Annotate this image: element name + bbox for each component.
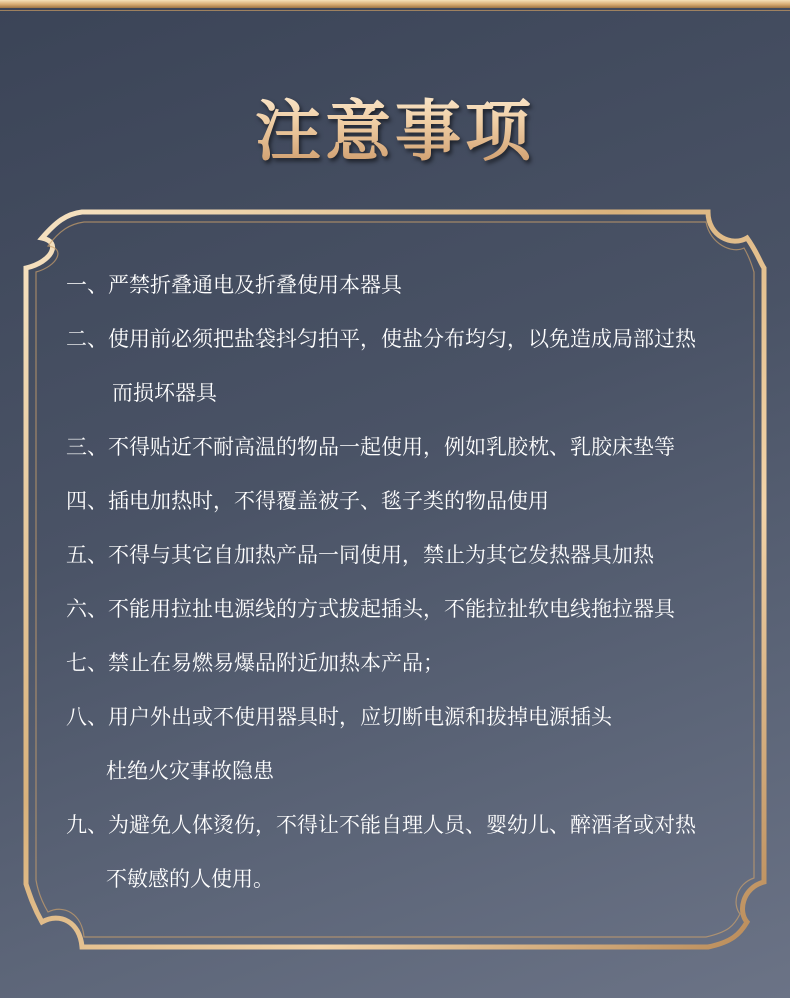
note-2: 二、使用前必须把盐袋抖匀拍平，使盐分布均匀，以免造成局部过热 xyxy=(66,327,696,351)
note-9-continued: 不敏感的人使用。 xyxy=(106,867,274,891)
note-8-continued: 杜绝火灾事故隐患 xyxy=(106,759,274,783)
note-7: 七、禁止在易燃易爆品附近加热本产品； xyxy=(66,651,444,675)
note-9: 九、为避免人体烫伤，不得让不能自理人员、婴幼儿、醉酒者或对热 xyxy=(66,813,696,837)
notes-list xyxy=(66,258,736,906)
note-8: 八、用户外出或不使用器具时，应切断电源和拔掉电源插头 xyxy=(66,705,612,729)
note-4: 四、插电加热时，不得覆盖被子、毯子类的物品使用 xyxy=(66,489,549,513)
note-2-continued: 而损坏器具 xyxy=(112,381,217,405)
note-6: 六、不能用拉扯电源线的方式拔起插头，不能拉扯软电线拖拉器具 xyxy=(66,597,675,621)
note-5: 五、不得与其它自加热产品一同使用，禁止为其它发热器具加热 xyxy=(66,543,654,567)
note-1: 一、严禁折叠通电及折叠使用本器具 xyxy=(66,273,402,297)
note-3: 三、不得贴近不耐高温的物品一起使用，例如乳胶枕、乳胶床垫等 xyxy=(66,435,675,459)
page-title: 注意事项 xyxy=(0,78,790,173)
